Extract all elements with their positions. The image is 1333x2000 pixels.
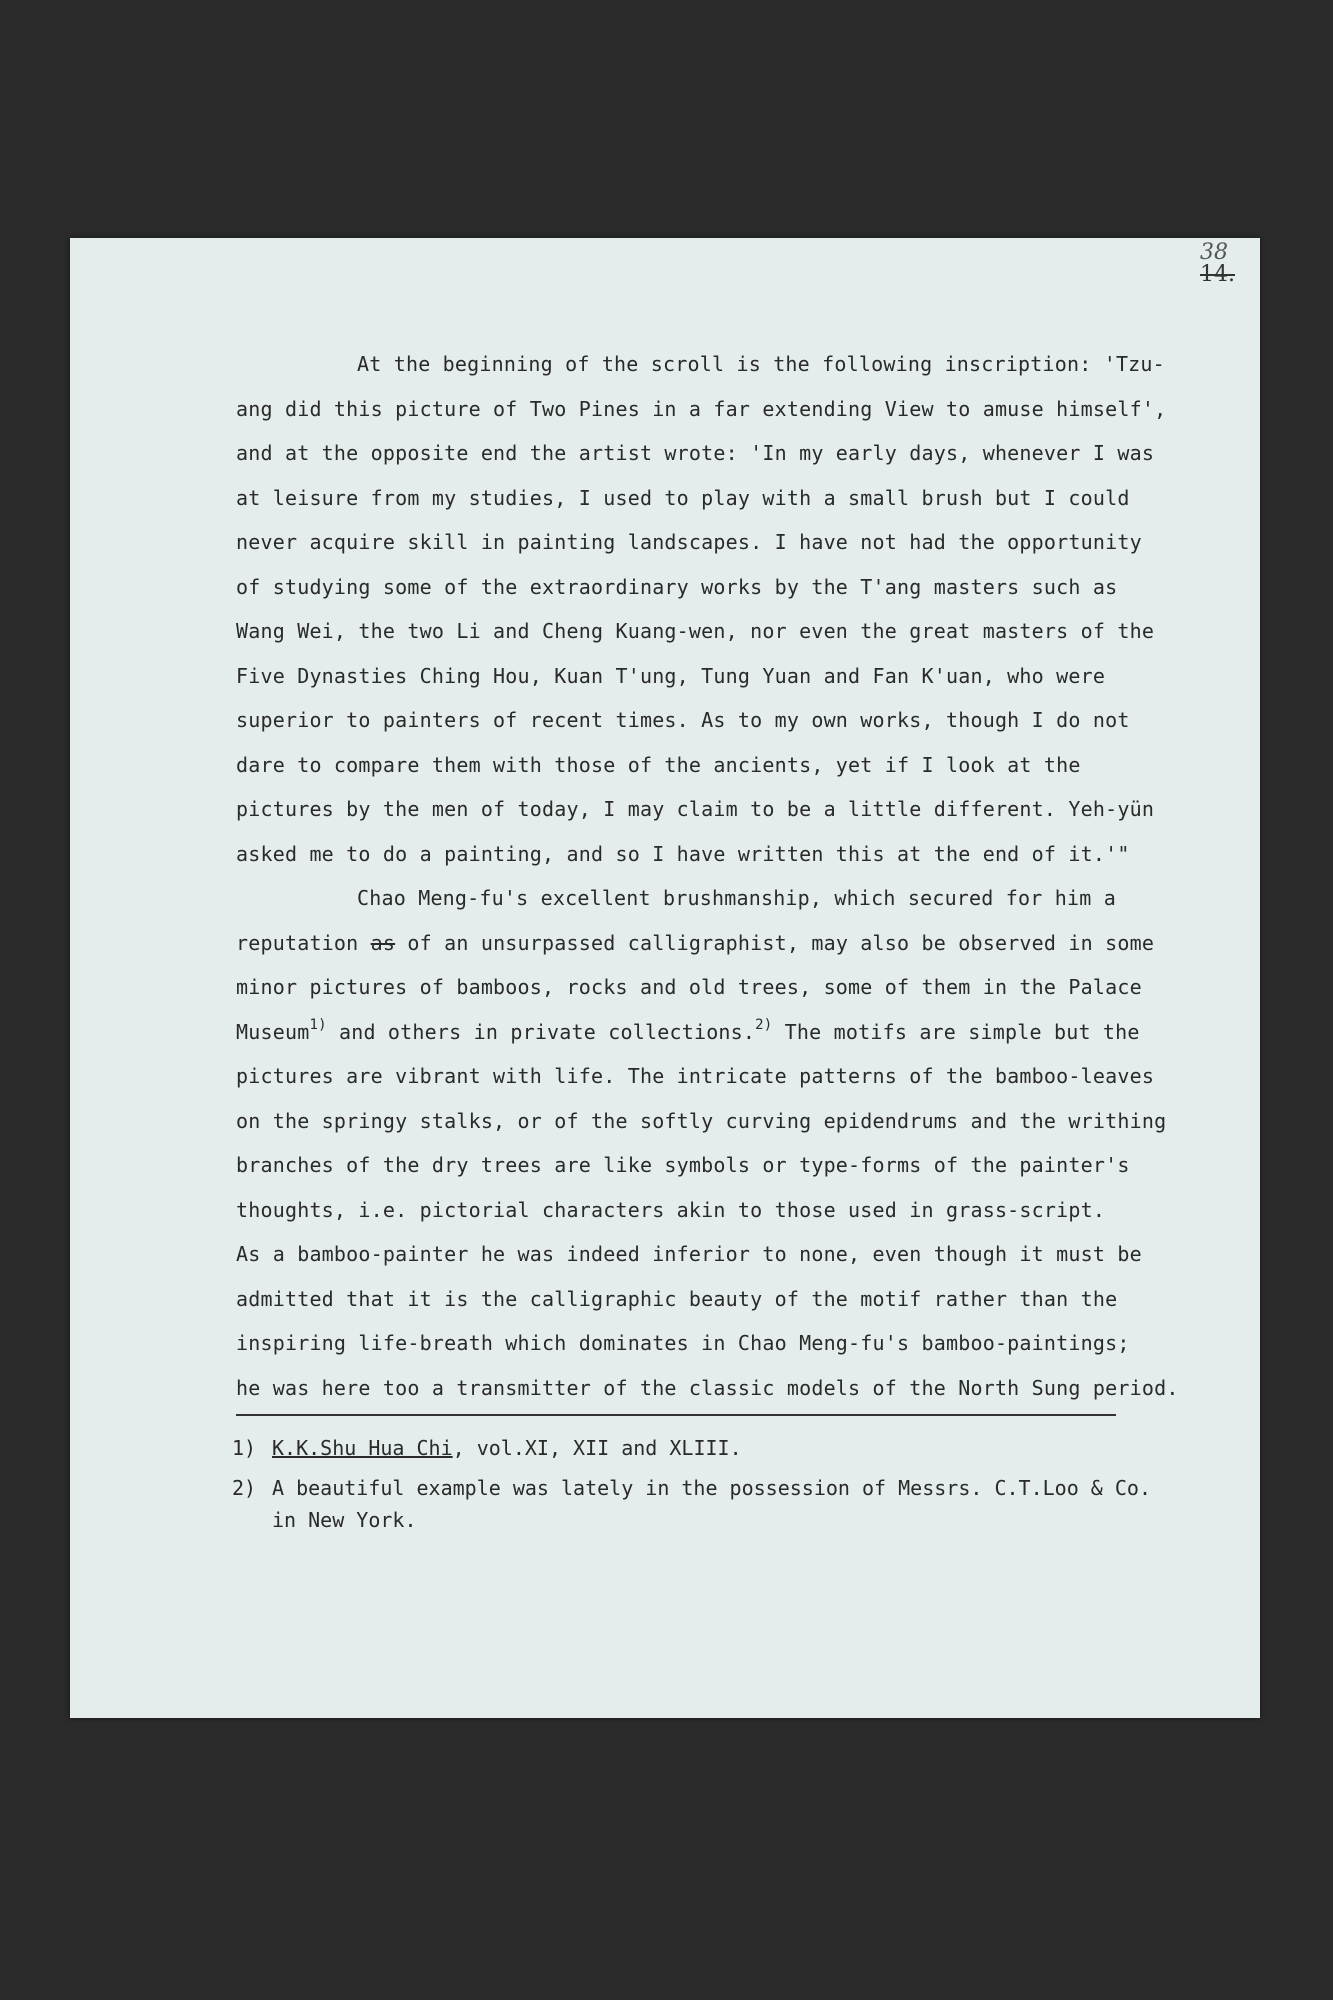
footnote-divider: [236, 1414, 1116, 1416]
footnote-line: A beautiful example was lately in the possession of Messrs. C.T.Loo & Co.: [272, 1476, 1151, 1500]
text-line: At the beginning of the scroll is the following inscription: 'Tzu-: [357, 352, 1165, 376]
footnotes: [232, 1432, 1262, 1544]
text-line: dare to compare them with those of the ancients, yet if I look at the: [236, 752, 1081, 777]
text-line: of studying some of the extraordinary works by the T'ang masters such as: [236, 574, 1118, 599]
footnote-line: in New York.: [272, 1508, 417, 1532]
page-number: [1200, 242, 1235, 286]
footnote-ref-1: 1): [309, 1016, 327, 1033]
text-line: and at the opposite end the artist wrote: 'In my early days, whenever I was: [236, 441, 1155, 465]
text-line: never acquire skill in painting landscapes. I have not had the opportunity: [236, 530, 1142, 554]
footnote-title: K.K.Shu Hua Chi: [272, 1436, 453, 1460]
text-line: Wang Wei, the two Li and Cheng Kuang-wen, nor even the great masters of the: [236, 619, 1155, 643]
footnote-detail: , vol.XI, XII and XLIII.: [452, 1436, 742, 1460]
footnote-text: [272, 1472, 1151, 1536]
footnote-number: 1): [232, 1436, 257, 1460]
text-line: Chao Meng-fu's excellent brushmanship, which secured for him a: [357, 886, 1116, 910]
text-line: Five Dynasties Ching Hou, Kuan T'ung, Tung Yuan and Fan K'uan, who were: [236, 663, 1106, 688]
body-text: [236, 342, 1256, 1410]
footnote-1: [232, 1432, 1262, 1464]
text-line: admitted that it is the calligraphic beauty of the motif rather than the: [236, 1286, 1118, 1311]
footnote-number: 2): [232, 1476, 257, 1500]
text-line: superior to painters of recent times. As to my own works, though I do not: [236, 708, 1130, 732]
footnote-2: [232, 1472, 1262, 1536]
text-line: asked me to do a painting, and so I have written this at the end of it.'": [236, 841, 1130, 866]
text-segment: The motifs are simple but the: [772, 1019, 1140, 1044]
text-segment: Museum: [236, 1019, 310, 1044]
text-segment: and others in private collections.: [326, 1019, 756, 1044]
text-segment: of an unsurpassed calligraphist, may also be observed in some: [395, 930, 1155, 955]
page-number-struck: 14.: [1200, 262, 1235, 287]
text-line: ang did this picture of Two Pines in a far extending View to amuse himself',: [236, 396, 1167, 421]
text-line: branches of the dry trees are like symbols or type-forms of the painter's: [236, 1153, 1130, 1177]
text-line: [236, 921, 1256, 966]
text-line: pictures by the men of today, I may claim to be a little different. Yeh-yün: [236, 797, 1155, 821]
text-line: at leisure from my studies, I used to play with a small brush but I could: [236, 485, 1130, 510]
text-line: thoughts, i.e. pictorial characters akin to those used in grass-script.: [236, 1197, 1106, 1222]
text-line: minor pictures of bamboos, rocks and old trees, some of them in the Palace: [236, 975, 1142, 999]
text-line: on the springy stalks, or of the softly curving epidendrums and the writhing: [236, 1108, 1167, 1133]
text-line: As a bamboo-painter he was indeed inferior to none, even though it must be: [236, 1242, 1142, 1266]
page-number-current: 38: [1200, 240, 1228, 265]
footnote-ref-2: 2): [755, 1016, 773, 1033]
text-line: he was here too a transmitter of the classic models of the North Sung period.: [236, 1375, 1179, 1400]
footnote-text: [272, 1432, 742, 1464]
struck-word: as: [370, 930, 396, 955]
text-segment: reputation: [236, 930, 371, 955]
text-line: pictures are vibrant with life. The intricate patterns of the bamboo-leaves: [236, 1064, 1155, 1088]
text-line: [236, 1010, 1256, 1055]
text-line: inspiring life-breath which dominates in Chao Meng-fu's bamboo-paintings;: [236, 1331, 1130, 1355]
